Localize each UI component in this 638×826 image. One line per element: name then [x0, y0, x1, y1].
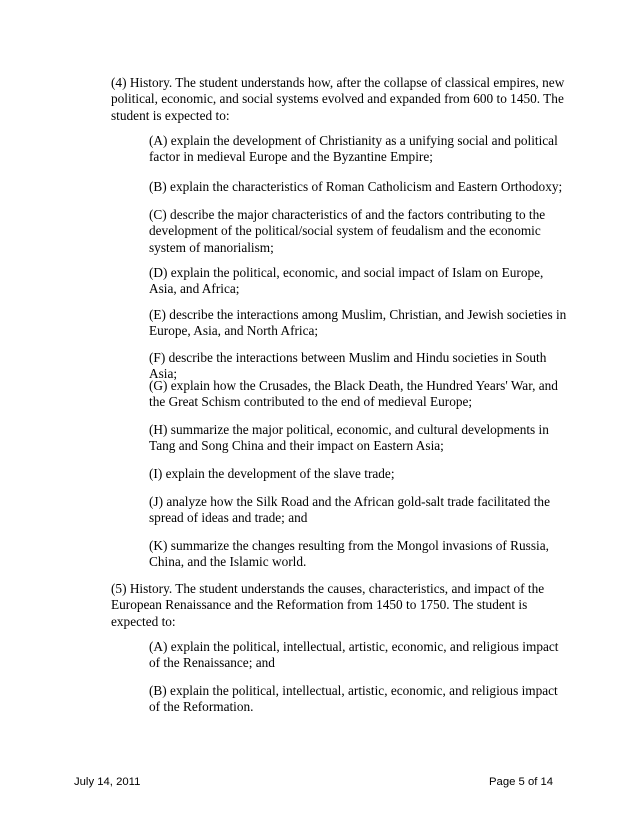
- section-4-item-a: (A) explain the development of Christianity as a unifying social and political factor in medieval Europe and the Byzantine Empire;: [149, 133, 558, 165]
- footer-page-number: Page 5 of 14: [489, 776, 554, 788]
- section-4-intro: (4) History. The student understands how, after the collapse of classical empires, new political, economic, and social systems evolved and expanded from 600 to 1450. The student is expected to:: [111, 75, 565, 123]
- section-4-item-i: (I) explain the development of the slave trade;: [149, 466, 395, 481]
- section-4-item-b: (B) explain the characteristics of Roman Catholicism and Eastern Orthodoxy;: [149, 179, 563, 194]
- footer-date: July 14, 2011: [74, 776, 141, 788]
- section-5-item-b: (B) explain the political, intellectual, artistic, economic, and religious impact of the Reformation.: [149, 683, 558, 715]
- section-4-item-k: (K) summarize the changes resulting from the Mongol invasions of Russia, China, and the Islamic world.: [149, 538, 549, 570]
- section-5-intro: (5) History. The student understands the causes, characteristics, and impact of the European Renaissance and the Reformation from 1450 to 1750. The student is expected to:: [111, 581, 545, 629]
- section-4-item-h: (H) summarize the major political, economic, and cultural developments in Tang and Song China and their impact on Eastern Asia;: [149, 422, 549, 454]
- section-4-item-j: (J) analyze how the Silk Road and the African gold-salt trade facilitated the spread of ideas and trade; and: [149, 494, 550, 526]
- section-4-item-d: (D) explain the political, economic, and social impact of Islam on Europe, Asia, and Africa;: [149, 265, 544, 297]
- section-4-item-e: (E) describe the interactions among Muslim, Christian, and Jewish societies in Europe, Asia, and North Africa;: [149, 307, 567, 339]
- section-4-item-g: (G) explain how the Crusades, the Black Death, the Hundred Years' War, and the Great Schism contributed to the end of medieval Europe;: [149, 378, 558, 410]
- section-4-item-c: (C) describe the major characteristics of and the factors contributing to the development of the political/social system of feudalism and the economic system of manorialism;: [149, 207, 546, 255]
- section-4-item-f: (F) describe the interactions between Muslim and Hindu societies in South Asia;: [149, 350, 547, 382]
- section-5-item-a: (A) explain the political, intellectual, artistic, economic, and religious impact of the Renaissance; and: [149, 639, 559, 671]
